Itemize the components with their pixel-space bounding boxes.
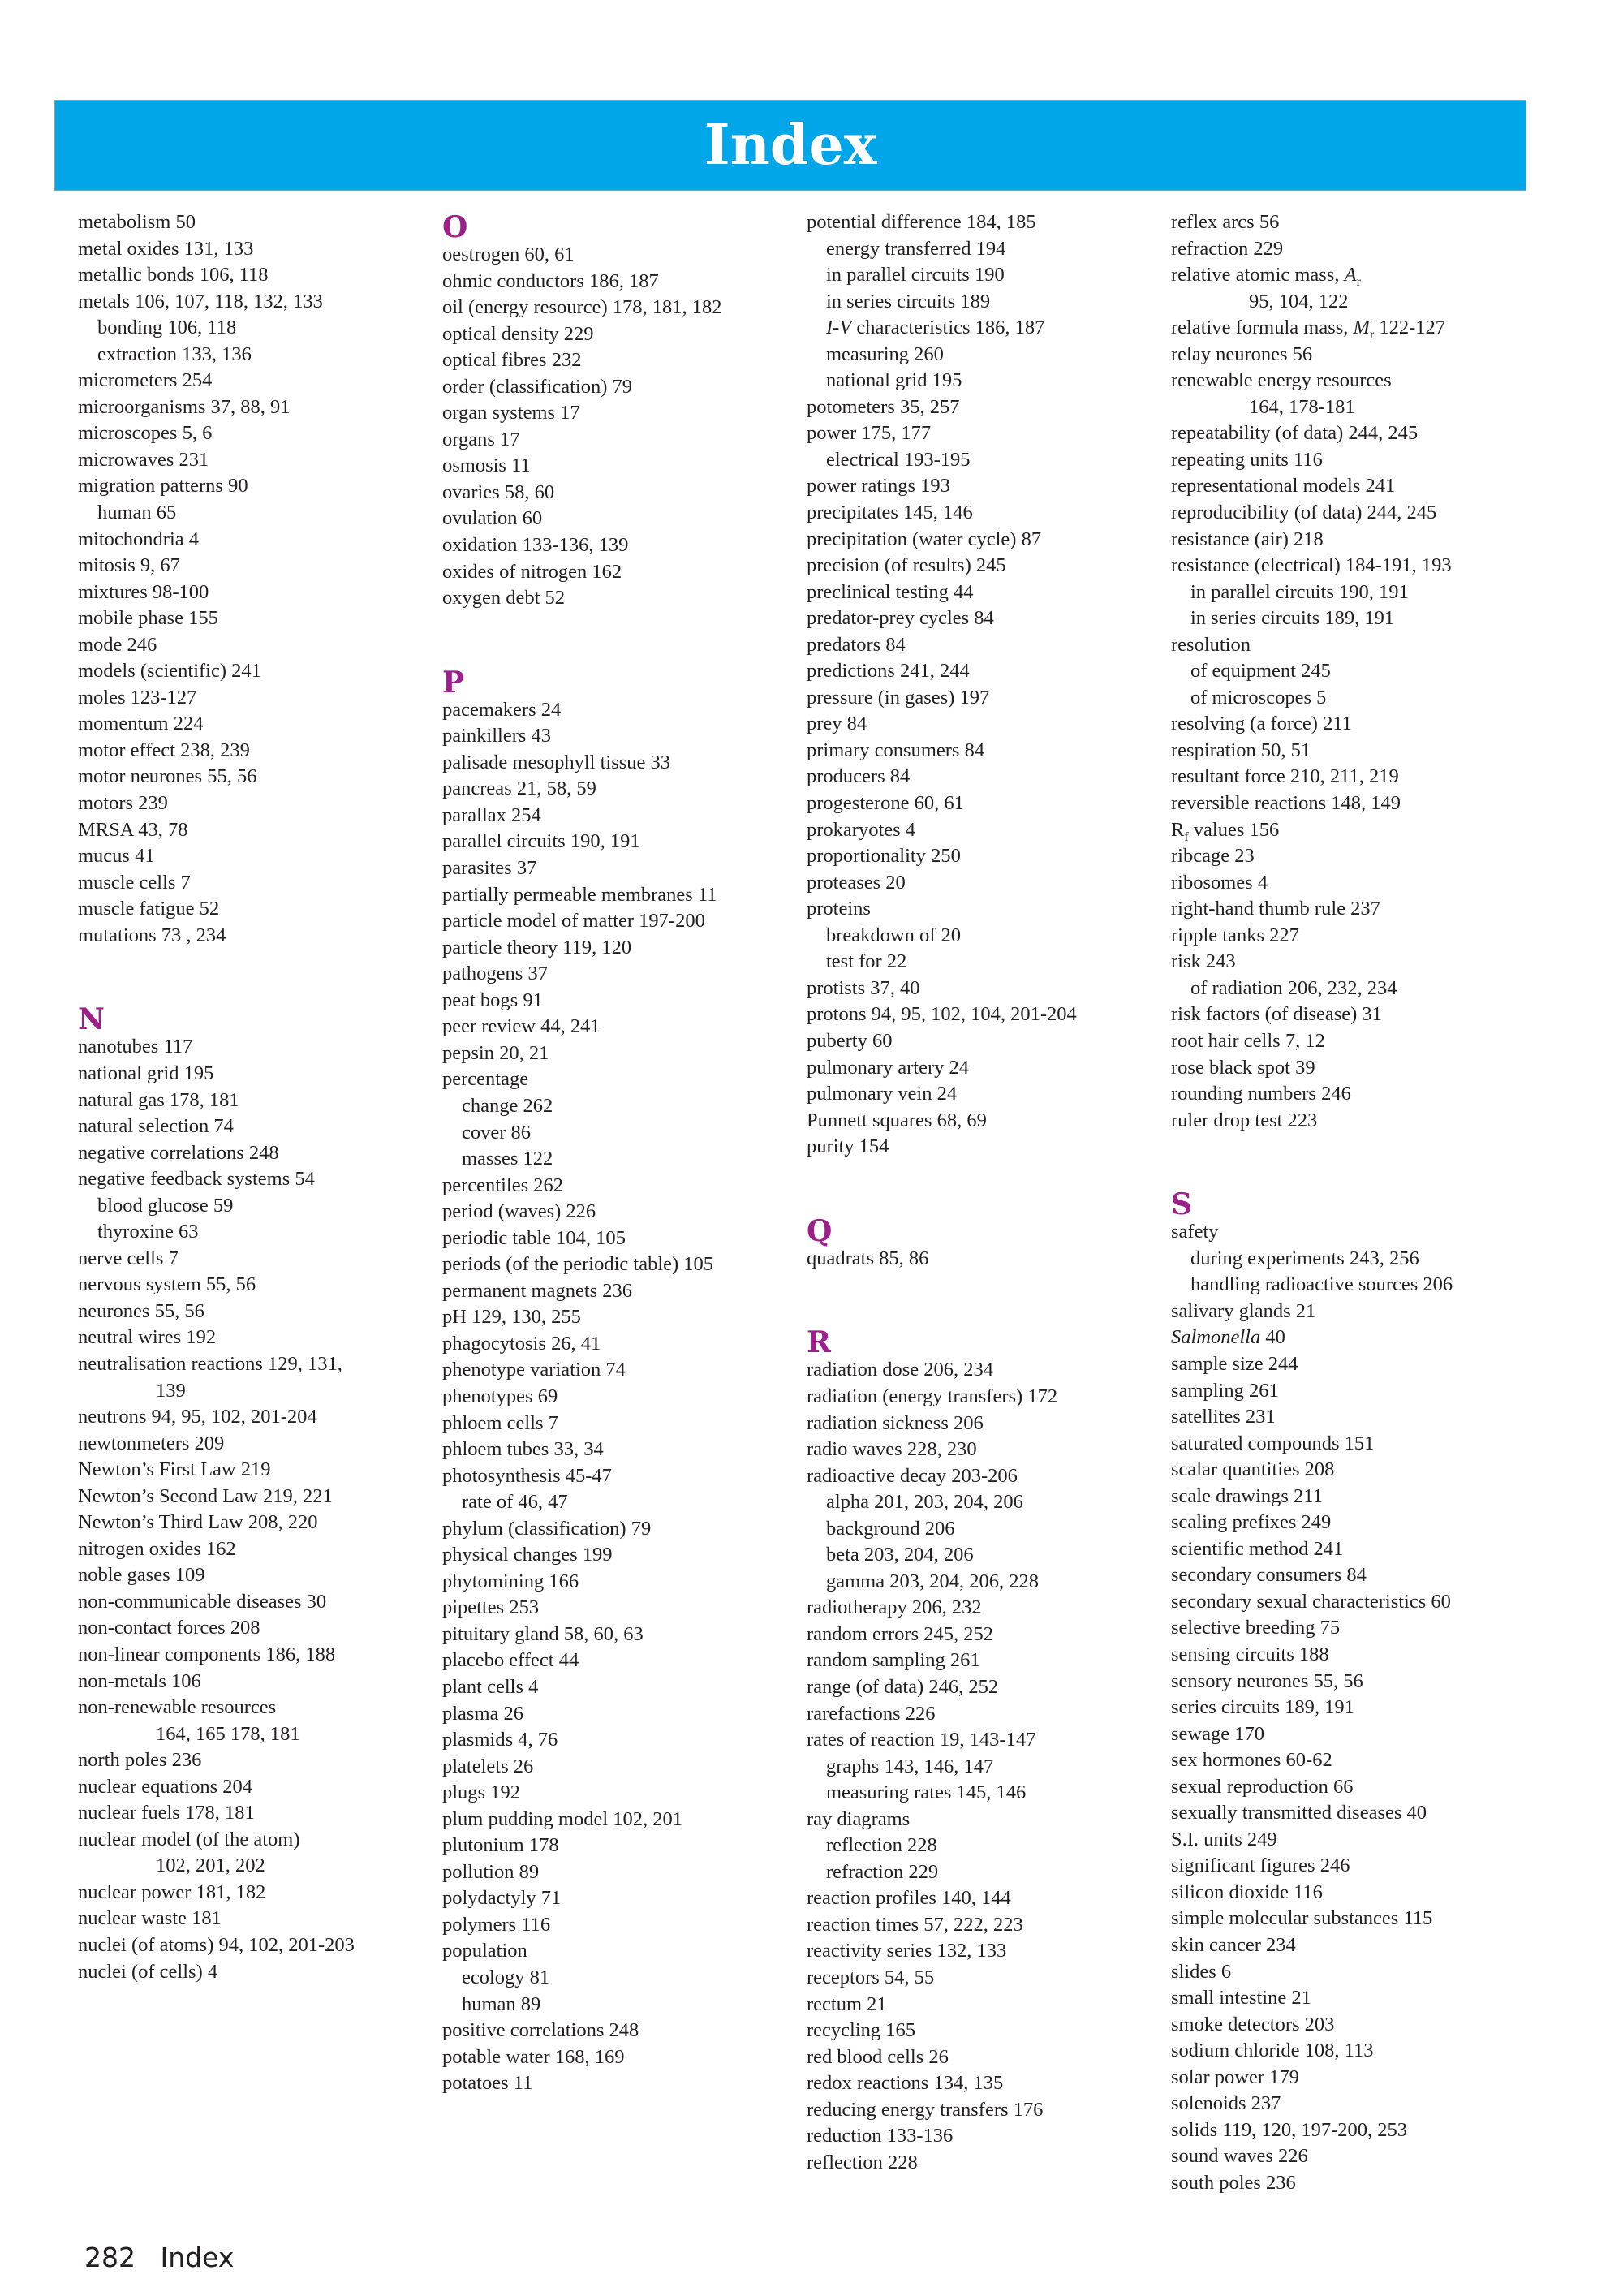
section-letter: S [1171, 1187, 1192, 1222]
spacer [78, 949, 439, 976]
index-subentry: graphs 143, 146, 147 [826, 1755, 994, 1777]
index-entry: partially permeable membranes 11 [442, 883, 717, 906]
index-entry: significant figures 246 [1171, 1854, 1350, 1877]
index-entry: potable water 168, 169 [442, 2045, 625, 2068]
index-entry: mixtures 98-100 [78, 580, 209, 603]
index-subentry: human 89 [462, 1992, 541, 2015]
index-subentry: thyroxine 63 [97, 1221, 199, 1243]
index-entry: reflex arcs 56 [1171, 211, 1280, 233]
index-column-4 [1171, 209, 1532, 2196]
index-entry: natural gas 178, 181 [78, 1088, 239, 1111]
footer-section-label: Index [160, 2242, 235, 2273]
index-entry: percentiles 262 [442, 1174, 563, 1196]
page-footer [84, 2242, 234, 2274]
index-entry: oxygen debt 52 [442, 587, 566, 610]
index-entry: repeating units 116 [1171, 448, 1323, 471]
spacer [1171, 1134, 1532, 1161]
page-title: Index [704, 113, 877, 178]
spacer [442, 612, 803, 639]
index-entry: metals 106, 107, 118, 132, 133 [78, 290, 323, 312]
index-entry: neutral wires 192 [78, 1326, 217, 1349]
index-subentry: change 262 [462, 1094, 553, 1117]
index-entry: plugs 192 [442, 1781, 520, 1804]
index-entry: permanent magnets 236 [442, 1279, 633, 1302]
index-entry: mobile phase 155 [78, 607, 218, 630]
index-entry: phenotypes 69 [442, 1385, 558, 1407]
index-subentry: background 206 [826, 1517, 955, 1540]
index-entry: north poles 236 [78, 1749, 202, 1772]
index-entry: oil (energy resource) 178, 181, 182 [442, 296, 722, 319]
index-entry: sound waves 226 [1171, 2145, 1308, 2168]
index-entry: models (scientific) 241 [78, 660, 261, 683]
index-entry: safety [1171, 1221, 1219, 1243]
index-entry: risk 243 [1171, 950, 1236, 973]
index-entry: rates of reaction 19, 143-147 [807, 1729, 1036, 1751]
index-entry: precipitates 145, 146 [807, 502, 973, 524]
index-entry: polydactyly 71 [442, 1887, 562, 1910]
index-entry: reactivity series 132, 133 [807, 1940, 1007, 1962]
index-entry: sodium chloride 108, 113 [1171, 2040, 1374, 2062]
index-entry: microwaves 231 [78, 448, 209, 471]
index-subentry: refraction 229 [826, 1860, 939, 1883]
index-subentry: in parallel circuits 190, 191 [1190, 580, 1409, 603]
index-entry: nuclear power 181, 182 [78, 1880, 266, 1903]
index-entry: relay neurones 56 [1171, 342, 1313, 365]
index-entry: right-hand thumb rule 237 [1171, 898, 1380, 920]
index-entry: Punnett squares 68, 69 [807, 1109, 987, 1131]
index-entry: predator-prey cycles 84 [807, 607, 994, 630]
index-entry: parallax 254 [442, 803, 541, 826]
index-entry: optical fibres 232 [442, 349, 582, 372]
index-entry: reaction profiles 140, 144 [807, 1887, 1011, 1910]
index-entry: nanotubes 117 [78, 1036, 193, 1058]
index-entry: ohmic conductors 186, 187 [442, 269, 659, 292]
index-entry: skin cancer 234 [1171, 1934, 1296, 1956]
index-entry: pressure (in gases) 197 [807, 686, 990, 709]
index-subentry: extraction 133, 136 [97, 342, 252, 365]
index-entry: ruler drop test 223 [1171, 1109, 1318, 1131]
index-entry: pathogens 37 [442, 963, 548, 985]
spacer [807, 1299, 1168, 1325]
index-entry: neutrons 94, 95, 102, 201-204 [78, 1406, 317, 1428]
spacer [1171, 1161, 1532, 1187]
index-entry: sampling 261 [1171, 1379, 1279, 1402]
index-entry: ribosomes 4 [1171, 871, 1268, 894]
index-entry: pipettes 253 [442, 1596, 540, 1619]
index-entry: sensory neurones 55, 56 [1171, 1669, 1363, 1692]
index-entry: nuclear equations 204 [78, 1775, 252, 1798]
index-entry: receptors 54, 55 [807, 1966, 935, 1988]
index-entry: predictions 241, 244 [807, 660, 970, 683]
index-entry: small intestine 21 [1171, 1987, 1311, 2010]
section-letter: P [442, 665, 465, 700]
index-entry: prey 84 [807, 713, 867, 735]
index-entry: nitrogen oxides 162 [78, 1537, 236, 1560]
index-subentry: in series circuits 189 [826, 290, 991, 312]
index-entry: precipitation (water cycle) 87 [807, 528, 1042, 550]
index-entry: motors 239 [78, 792, 168, 815]
index-entry: particle model of matter 197-200 [442, 910, 705, 933]
index-entry: Newton’s Second Law 219, 221 [78, 1484, 333, 1507]
index-entry: radioactive decay 203-206 [807, 1464, 1018, 1487]
index-entry: phloem tubes 33, 34 [442, 1438, 604, 1461]
index-entry: pollution 89 [442, 1860, 540, 1883]
index-entry: non-metals 106 [78, 1669, 201, 1692]
index-entry: potential difference 184, 185 [807, 211, 1036, 233]
index-entry: reproducibility (of data) 244, 245 [1171, 502, 1437, 524]
index-entry: resolution [1171, 633, 1251, 656]
index-entry: phagocytosis 26, 41 [442, 1332, 601, 1355]
index-subentry: human 65 [97, 502, 177, 524]
index-entry: mode 246 [78, 633, 157, 656]
index-subentry: energy transferred 194 [826, 237, 1006, 260]
index-entry: physical changes 199 [442, 1544, 613, 1566]
index-entry: smoke detectors 203 [1171, 2013, 1335, 2035]
index-entry: salivary glands 21 [1171, 1299, 1316, 1322]
index-entry: scale drawings 211 [1171, 1484, 1323, 1507]
index-entry: natural selection 74 [78, 1115, 234, 1138]
index-column-3 [807, 209, 1168, 2176]
index-entry: osmosis 11 [442, 454, 531, 477]
index-entry: reduction 133-136 [807, 2125, 954, 2147]
index-entry: scalar quantities 208 [1171, 1458, 1335, 1481]
index-entry: Salmonella 40 [1171, 1326, 1285, 1349]
spacer [807, 1187, 1168, 1213]
index-subentry: rate of 46, 47 [462, 1491, 568, 1514]
index-subentry: reflection 228 [826, 1834, 937, 1857]
index-entry: microscopes 5, 6 [78, 422, 213, 445]
index-column-2 [442, 209, 803, 2097]
index-entry: risk factors (of disease) 31 [1171, 1003, 1382, 1026]
index-entry: parallel circuits 190, 191 [442, 830, 640, 853]
index-entry: national grid 195 [78, 1062, 214, 1084]
index-entry: non-renewable resources [78, 1696, 277, 1719]
index-banner [54, 100, 1526, 191]
index-entry: ovaries 58, 60 [442, 480, 555, 503]
index-entry: prokaryotes 4 [807, 818, 916, 841]
index-entry: reflection 228 [807, 2151, 918, 2173]
index-entry: polymers 116 [442, 1913, 551, 1936]
index-entry: order (classification) 79 [442, 375, 633, 398]
index-entry: refraction 229 [1171, 237, 1284, 260]
index-entry: radiation dose 206, 234 [807, 1359, 993, 1381]
index-entry: solenoids 237 [1171, 2092, 1281, 2115]
index-entry: red blood cells 26 [807, 2045, 949, 2068]
index-entry: ripple tanks 227 [1171, 924, 1299, 946]
index-entry: plum pudding model 102, 201 [442, 1807, 683, 1830]
section-letter: N [78, 1002, 105, 1037]
index-entry: selective breeding 75 [1171, 1617, 1341, 1639]
index-entry: organs 17 [442, 428, 520, 450]
index-subentry: during experiments 243, 256 [1190, 1247, 1419, 1269]
index-entry: muscle fatigue 52 [78, 898, 220, 920]
index-entry: redox reactions 134, 135 [807, 2072, 1004, 2095]
index-entry: random sampling 261 [807, 1649, 980, 1672]
spacer [442, 638, 803, 665]
index-entry: reaction times 57, 222, 223 [807, 1913, 1023, 1936]
index-entry: protists 37, 40 [807, 976, 920, 999]
section-letter: O [442, 210, 468, 244]
index-entry: placebo effect 44 [442, 1649, 579, 1672]
index-entry: metallic bonds 106, 118 [78, 264, 269, 286]
index-entry: nuclear waste 181 [78, 1907, 222, 1930]
index-entry: saturated compounds 151 [1171, 1432, 1375, 1454]
index-entry: photosynthesis 45-47 [442, 1464, 612, 1487]
index-subentry: measuring rates 145, 146 [826, 1781, 1027, 1804]
index-entry: solar power 179 [1171, 2066, 1299, 2088]
index-entry: range (of data) 246, 252 [807, 1675, 999, 1698]
spacer [78, 976, 439, 1002]
index-entry: non-communicable diseases 30 [78, 1590, 327, 1613]
index-entry: puberty 60 [807, 1029, 893, 1052]
index-subentry: ecology 81 [462, 1966, 550, 1988]
index-entry: micrometers 254 [78, 369, 213, 392]
index-entry: oestrogen 60, 61 [442, 243, 575, 265]
index-entry: phylum (classification) 79 [442, 1517, 652, 1540]
index-subentry: masses 122 [462, 1148, 553, 1170]
index-entry: migration patterns 90 [78, 475, 248, 498]
index-entry: secondary consumers 84 [1171, 1564, 1367, 1587]
index-entry: primary consumers 84 [807, 739, 985, 761]
index-entry: nerve cells 7 [78, 1247, 179, 1269]
index-entry: protons 94, 95, 102, 104, 201-204 [807, 1003, 1077, 1026]
index-entry: phloem cells 7 [442, 1411, 558, 1434]
index-entry: proteases 20 [807, 871, 906, 894]
index-subentry: electrical 193-195 [826, 448, 971, 471]
spacer [807, 1161, 1168, 1187]
index-entry: positive correlations 248 [442, 2019, 639, 2042]
index-entry: period (waves) 226 [442, 1200, 596, 1223]
index-entry: rose black spot 39 [1171, 1056, 1315, 1079]
index-entry: recycling 165 [807, 2019, 916, 2042]
index-subentry: 95, 104, 122 [1249, 290, 1349, 312]
index-entry: phytomining 166 [442, 1570, 579, 1592]
index-entry: radiation sickness 206 [807, 1411, 984, 1434]
index-entry: quadrats 85, 86 [807, 1247, 929, 1269]
index-entry: pH 129, 130, 255 [442, 1306, 581, 1329]
index-entry: preclinical testing 44 [807, 580, 974, 603]
index-entry: palisade mesophyll tissue 33 [442, 751, 671, 773]
index-entry: root hair cells 7, 12 [1171, 1029, 1325, 1052]
index-entry: metal oxides 131, 133 [78, 237, 254, 260]
index-entry: relative formula mass, $M_r$ 122-127 [1171, 317, 1446, 342]
index-subentry: 102, 201, 202 [156, 1854, 265, 1877]
index-entry: resultant force 210, 211, 219 [1171, 765, 1399, 788]
index-entry: power 175, 177 [807, 422, 932, 445]
index-entry: sexual reproduction 66 [1171, 1775, 1354, 1798]
index-entry: renewable energy resources [1171, 369, 1392, 392]
index-entry: percentage [442, 1068, 529, 1091]
index-entry: sample size 244 [1171, 1352, 1298, 1375]
index-entry: oxides of nitrogen 162 [442, 560, 622, 583]
index-entry: motor effect 238, 239 [78, 739, 250, 761]
index-entry: microorganisms 37, 88, 91 [78, 395, 291, 418]
index-entry: sex hormones 60-62 [1171, 1749, 1332, 1772]
index-entry: pulmonary vein 24 [807, 1083, 958, 1105]
index-subentry: breakdown of 20 [826, 924, 962, 946]
index-entry: mitochondria 4 [78, 528, 200, 550]
index-entry: periodic table 104, 105 [442, 1226, 626, 1249]
index-entry: ovulation 60 [442, 507, 543, 530]
index-entry: pituitary gland 58, 60, 63 [442, 1622, 644, 1645]
index-entry: peat bogs 91 [442, 989, 543, 1011]
index-subentry: in series circuits 189, 191 [1190, 607, 1395, 630]
index-entry: mutations 73 , 234 [78, 924, 226, 946]
index-entry: pepsin 20, 21 [442, 1041, 549, 1064]
index-entry: neurones 55, 56 [78, 1299, 204, 1322]
index-entry: S.I. units 249 [1171, 1828, 1277, 1850]
index-entry: muscle cells 7 [78, 871, 191, 894]
index-entry: south poles 236 [1171, 2171, 1296, 2194]
index-column-1 [78, 209, 439, 1985]
spacer [807, 1272, 1168, 1299]
index-entry: platelets 26 [442, 1755, 534, 1777]
index-entry: resistance (air) 218 [1171, 528, 1324, 550]
index-entry: proteins [807, 898, 871, 920]
index-entry: radiotherapy 206, 232 [807, 1596, 982, 1619]
index-entry: plasmids 4, 76 [442, 1729, 558, 1751]
index-entry: plant cells 4 [442, 1675, 539, 1698]
index-entry: neutralisation reactions 129, 131, [78, 1352, 342, 1375]
section-letter: R [807, 1325, 831, 1360]
index-entry: MRSA 43, 78 [78, 818, 188, 841]
index-entry: parasites 37 [442, 857, 537, 880]
index-subentry: 164, 178-181 [1249, 395, 1355, 418]
index-entry: moles 123-127 [78, 686, 197, 709]
index-entry: nuclear fuels 178, 181 [78, 1802, 255, 1824]
index-entry: rounding numbers 246 [1171, 1083, 1351, 1105]
index-entry: scientific method 241 [1171, 1537, 1344, 1560]
index-subentry: handling radioactive sources 206 [1190, 1273, 1453, 1296]
index-entry: pancreas 21, 58, 59 [442, 778, 596, 800]
index-entry: progesterone 60, 61 [807, 792, 964, 815]
index-entry: particle theory 119, 120 [442, 936, 632, 958]
index-entry: mucus 41 [78, 845, 155, 868]
index-entry: repeatability (of data) 244, 245 [1171, 422, 1419, 445]
index-entry: non-contact forces 208 [78, 1617, 260, 1639]
index-entry: noble gases 109 [78, 1564, 205, 1587]
index-entry: sewage 170 [1171, 1722, 1264, 1745]
index-entry: painkillers 43 [442, 725, 552, 747]
index-entry: solids 119, 120, 197-200, 253 [1171, 2118, 1408, 2141]
index-entry: producers 84 [807, 765, 911, 788]
index-entry: non-linear components 186, 188 [78, 1643, 336, 1665]
index-entry: random errors 245, 252 [807, 1622, 993, 1645]
index-entry: predators 84 [807, 633, 906, 656]
index-entry: peer review 44, 241 [442, 1015, 601, 1038]
index-entry: precision (of results) 245 [807, 554, 1006, 577]
index-entry: representational models 241 [1171, 475, 1396, 498]
index-entry: potometers 35, 257 [807, 395, 960, 418]
index-entry: pulmonary artery 24 [807, 1056, 970, 1079]
index-entry: ray diagrams [807, 1807, 911, 1830]
index-entry: plasma 26 [442, 1702, 524, 1725]
index-entry: potatoes 11 [442, 2072, 533, 2095]
index-entry: radiation (energy transfers) 172 [807, 1385, 1058, 1407]
index-entry: negative correlations 248 [78, 1141, 279, 1164]
index-subentry: bonding 106, 118 [97, 317, 237, 339]
index-entry: optical density 229 [442, 322, 594, 345]
index-entry: respiration 50, 51 [1171, 739, 1311, 761]
index-entry: ribcage 23 [1171, 845, 1255, 868]
index-entry: simple molecular substances 115 [1171, 1907, 1433, 1930]
index-entry: newtonmeters 209 [78, 1432, 225, 1454]
index-subentry: gamma 203, 204, 206, 228 [826, 1570, 1039, 1592]
index-subentry: alpha 201, 203, 204, 206 [826, 1491, 1023, 1514]
index-entry: population [442, 1940, 527, 1962]
index-entry: periods (of the periodic table) 105 [442, 1253, 714, 1276]
index-subentry: beta 203, 204, 206 [826, 1544, 974, 1566]
index-entry: rectum 21 [807, 1992, 887, 2015]
index-subentry: cover 86 [462, 1121, 532, 1144]
index-subentry: in parallel circuits 190 [826, 264, 1005, 286]
index-entry: nervous system 55, 56 [78, 1273, 256, 1296]
section-letter: Q [807, 1213, 833, 1248]
index-subentry: of equipment 245 [1190, 660, 1331, 683]
index-entry: phenotype variation 74 [442, 1359, 626, 1381]
index-entry: power ratings 193 [807, 475, 950, 498]
index-entry: proportionality 250 [807, 845, 961, 868]
index-subentry: test for 22 [826, 950, 907, 973]
index-entry: satellites 231 [1171, 1406, 1276, 1428]
index-entry: pacemakers 24 [442, 698, 562, 721]
index-subentry: 164, 165 178, 181 [156, 1722, 300, 1745]
index-entry: oxidation 133-136, 139 [442, 534, 629, 557]
index-subentry: of radiation 206, 232, 234 [1190, 976, 1397, 999]
index-entry: slides 6 [1171, 1960, 1232, 1983]
index-entry: sexually transmitted diseases 40 [1171, 1802, 1427, 1824]
index-subentry: blood glucose 59 [97, 1194, 234, 1217]
index-entry: scaling prefixes 249 [1171, 1511, 1332, 1534]
index-entry: nuclei (of cells) 4 [78, 1960, 218, 1983]
index-subentry: measuring 260 [826, 342, 944, 365]
index-entry: sensing circuits 188 [1171, 1643, 1329, 1665]
index-entry: nuclear model (of the atom) [78, 1828, 300, 1850]
index-subentry: national grid 195 [826, 369, 962, 392]
index-entry: resistance (electrical) 184-191, 193 [1171, 554, 1452, 577]
index-entry: momentum 224 [78, 713, 204, 735]
index-entry: motor neurones 55, 56 [78, 765, 257, 788]
index-entry: resolving (a force) 211 [1171, 713, 1352, 735]
index-entry: series circuits 189, 191 [1171, 1696, 1354, 1719]
index-subentry: I-V characteristics 186, 187 [826, 317, 1045, 339]
page-number: 282 [84, 2242, 136, 2273]
index-entry: nuclei (of atoms) 94, 102, 201-203 [78, 1934, 355, 1956]
index-entry: relative atomic mass, $A_r$ [1171, 264, 1361, 289]
index-subentry: 139 [156, 1379, 186, 1402]
index-entry: mitosis 9, 67 [78, 554, 180, 577]
index-entry: organ systems 17 [442, 402, 580, 424]
index-entry: Newton’s Third Law 208, 220 [78, 1511, 318, 1534]
index-entry: reducing energy transfers 176 [807, 2098, 1044, 2121]
index-entry: purity 154 [807, 1135, 889, 1158]
index-entry: negative feedback systems 54 [78, 1168, 315, 1191]
index-entry: plutonium 178 [442, 1834, 559, 1857]
index-entry: radio waves 228, 230 [807, 1438, 977, 1461]
index-entry: rarefactions 226 [807, 1702, 936, 1725]
index-entry: $R_f$ values 156 [1171, 818, 1280, 844]
index-entry: secondary sexual characteristics 60 [1171, 1590, 1451, 1613]
index-entry: silicon dioxide 116 [1171, 1880, 1323, 1903]
index-entry: Newton’s First Law 219 [78, 1458, 271, 1481]
index-subentry: of microscopes 5 [1190, 686, 1327, 709]
index-entry: reversible reactions 148, 149 [1171, 792, 1401, 815]
index-entry: metabolism 50 [78, 211, 196, 233]
